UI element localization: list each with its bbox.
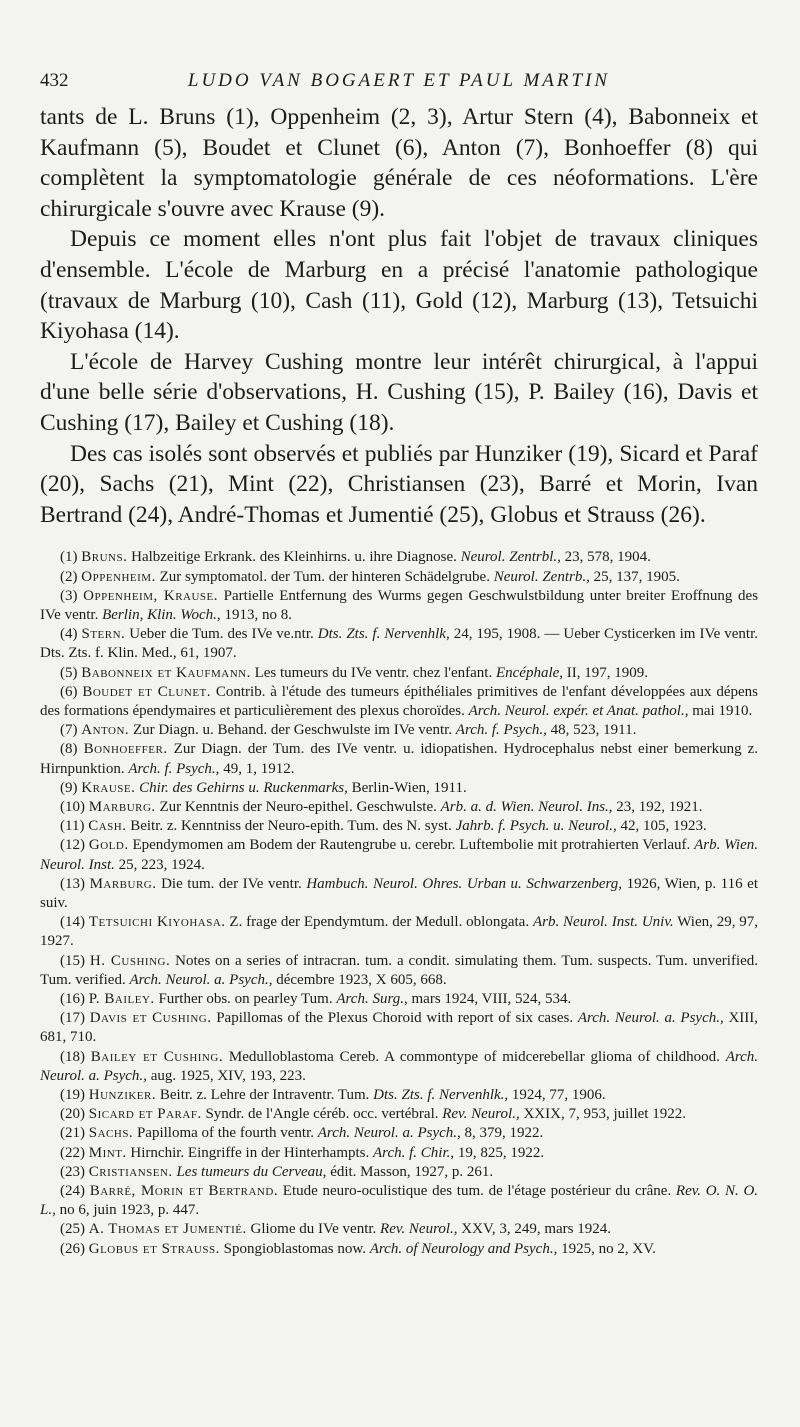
footnote-text: Notes on a series of intracran. tum. a condit. simulating them. Tum. suspects. Tum. unverified. Tum. verified. <box>40 952 759 988</box>
footnote <box>40 740 758 778</box>
footnote-source: Arch. of Neurology and Psych., <box>369 1240 558 1257</box>
footnote <box>40 1086 758 1105</box>
footnote-number: (17) <box>60 1010 85 1027</box>
footnote-source: Arb. Neurol. Inst. Univ. <box>532 914 674 931</box>
footnote-details: Berlin-Wien, 1911. <box>351 779 467 796</box>
footnote-details: Wien, 29, 97, 1927. <box>40 914 759 950</box>
footnote <box>40 721 758 740</box>
footnote-number: (5) <box>60 664 78 681</box>
footnote <box>40 990 758 1009</box>
footnote-author: Stern. <box>81 626 126 643</box>
footnote-number: (1) <box>60 549 78 566</box>
footnotes <box>40 548 758 1259</box>
footnote-details: aug. 1925, XIV, 193, 223. <box>150 1067 306 1084</box>
footnote-details: 1924, 77, 1906. <box>511 1087 606 1103</box>
footnote-number: (19) <box>60 1087 85 1103</box>
footnote-author: Bruns. <box>81 549 128 566</box>
footnote-author: Marburg. <box>89 875 157 892</box>
footnote-details: édit. Masson, 1927, p. 261. <box>330 1163 494 1180</box>
footnote-source: Neurol. Zentrb., <box>493 568 590 585</box>
footnote-author: Barré, Morin et Bertrand. <box>89 1183 279 1200</box>
footnote-details: 24, 195, 1908. — Ueber Cysticerken im IVe ventr. Dts. Zts. f. Klin. Med., 61, 1907. <box>40 626 758 662</box>
paragraph: Depuis ce moment elles n'ont plus fait l'objet de travaux cliniques d'ensemble. L'école de Marburg en a précisé l'anatomie pathologique (travaux de Marburg (10), Cash (11), Gold (12), Marburg (13), Tetsuichi Kiyohasa (14). <box>40 226 758 345</box>
footnote-source: Arch. Neurol. a. Psych., <box>577 1010 724 1027</box>
footnote-text: Les tumeurs du IVe ventr. chez l'enfant. <box>254 664 493 681</box>
footnote-details: mai 1910. <box>692 702 753 719</box>
footnote-number: (7) <box>60 722 78 739</box>
footnote <box>40 1182 758 1220</box>
footnote <box>40 625 758 663</box>
footnote <box>40 817 758 836</box>
footnote <box>40 779 758 798</box>
footnote-author: Babonneix et Kaufmann. <box>81 664 251 681</box>
footnote-number: (24) <box>60 1183 85 1200</box>
footnote-author: Sachs. <box>88 1125 134 1142</box>
footnote <box>40 683 758 721</box>
footnote-author: Cash. <box>88 818 127 835</box>
footnote-details: 25, 223, 1924. <box>118 856 205 873</box>
footnote <box>40 548 758 567</box>
footnote-number: (8) <box>60 741 78 758</box>
footnote-source: Encéphale, <box>495 664 564 681</box>
footnote <box>40 587 758 625</box>
footnote-number: (10) <box>60 798 85 815</box>
footnote-author: Bonhoeffer. <box>83 741 168 758</box>
footnote-details: 19, 825, 1922. <box>457 1144 545 1161</box>
footnote-details: 1913, no 8. <box>224 606 292 623</box>
footnote-details: II, 197, 1909. <box>566 664 649 681</box>
footnote-author: Oppenheim, Krause. <box>83 587 219 604</box>
footnote-text: Hirnchir. Eingriffe in der Hinterhampts. <box>130 1144 370 1161</box>
footnote-details: 1925, no 2, XV. <box>561 1240 656 1257</box>
footnote-text: Medulloblastoma Cereb. A commontype of midcerebellar glioma of childhood. <box>228 1048 720 1065</box>
footnote-details: 23, 578, 1904. <box>564 549 651 566</box>
footnote-number: (22) <box>60 1144 85 1161</box>
footnote-number: (14) <box>60 914 85 931</box>
footnote-number: (12) <box>60 837 85 854</box>
footnote-text: Ependymomen am Bodem der Rautengrube u. cerebr. Luftembolie mit protrahierten Verlauf. <box>132 837 691 854</box>
paragraph: tants de L. Bruns (1), Oppenheim (2, 3), Artur Stern (4), Babonneix et Kaufmann (5), Boudet et Clunet (6), Anton (7), Bonhoeffer (8) qui complètent la symptomatologie générale de ces néoformations. L'ère chirurgicale s'ouvre avec Krause (9). <box>40 104 758 222</box>
footnote-source: Arb. Wien. Neurol. Inst. <box>40 837 759 873</box>
footnote-author: Gold. <box>88 837 129 854</box>
footnote-text: Beitr. z. Lehre der Intraventr. Tum. <box>159 1087 370 1103</box>
footnote-author: A. Thomas et Jumentié. <box>88 1221 247 1238</box>
footnote-source: Jahrb. f. Psych. u. Neurol., <box>455 818 617 835</box>
footnote-source: Berlin, Klin. Woch., <box>102 606 221 623</box>
footnote-source: Rev. O. N. O. L., <box>40 1183 759 1219</box>
footnote-author: Marburg. <box>88 798 156 815</box>
footnote-details: XXV, 3, 249, mars 1924. <box>461 1221 612 1238</box>
running-title: LUDO VAN BOGAERT ET PAUL MARTIN <box>187 70 611 91</box>
footnote-author: Tetsuichi Kiyohasa. <box>88 914 226 931</box>
footnote <box>40 1124 758 1143</box>
footnote-details: mars 1924, VIII, 524, 534. <box>411 990 572 1007</box>
footnote-author: Mint. <box>88 1144 127 1161</box>
footnote-text: Further obs. on pearley Tum. <box>158 990 333 1007</box>
footnote-source: Arch. Surg., <box>336 990 408 1007</box>
footnote-author: Globus et Strauss. <box>88 1240 220 1257</box>
footnote-details: 23, 192, 1921. <box>616 798 703 815</box>
paragraph: L'école de Harvey Cushing montre leur intérêt chirurgical, à l'appui d'une belle série d'observations, H. Cushing (15), P. Bailey (16), Davis et Cushing (17), Bailey et Cushing (18). <box>40 348 758 436</box>
footnote-text: Beitr. z. Kenntniss der Neuro-epith. Tum. des N. syst. <box>130 818 452 835</box>
footnote-details: 8, 379, 1922. <box>464 1125 544 1142</box>
footnote-text: Halbzeitige Erkrank. des Kleinhirns. u. ihre Diagnose. <box>131 549 457 566</box>
footnote <box>40 1163 758 1182</box>
footnote-text: Contrib. à l'étude des tumeurs épithéliales primitives de l'enfant développées aux dépens des formations épendymaires et particulièrement des plexus choroïdes. <box>40 683 759 719</box>
footnote-source: Arch. f. Psych., <box>455 722 547 739</box>
footnote-source: Chir. des Gehirns u. Ruckenmarks, <box>139 779 348 796</box>
footnote-number: (6) <box>60 683 78 700</box>
body-text <box>40 102 758 530</box>
footnote-author: Boudet et Clunet. <box>82 683 212 700</box>
footnote-details: no 6, juin 1923, p. 447. <box>59 1202 200 1219</box>
footnote-source: Rev. Neurol., <box>442 1106 520 1123</box>
footnote-details: 1926, Wien, p. 116 et suiv. <box>40 875 759 911</box>
footnote-text: Zur Diagn. der Tum. des IVe ventr. u. idiopatishen. Hydrocephalus nebst einer bemerkung z. Hirnpunktion. <box>40 741 759 777</box>
footnote-author: Cristiansen. <box>88 1163 173 1180</box>
footnote-text: Papillomas of the Plexus Choroid with report of six cases. <box>216 1010 574 1027</box>
footnote-number: (4) <box>60 626 78 643</box>
footnote-author: Bailey et Cushing. <box>90 1048 224 1065</box>
footnote-number: (21) <box>60 1125 85 1142</box>
footnote <box>40 1048 758 1086</box>
footnote-details: XXIX, 7, 953, juillet 1922. <box>523 1106 686 1123</box>
footnote-author: P. Bailey. <box>88 990 155 1007</box>
footnote-number: (2) <box>60 568 78 585</box>
footnote-number: (3) <box>60 587 78 604</box>
footnote-number: (20) <box>60 1106 85 1123</box>
footnote-text: Zur Diagn. u. Behand. der Geschwulste im IVe ventr. <box>132 722 453 739</box>
footnote <box>40 1240 758 1259</box>
footnote-text: Syndr. de l'Angle céréb. occ. vertébral. <box>205 1106 439 1123</box>
footnote-source: Hambuch. Neurol. Ohres. Urban u. Schwarzenberg, <box>306 875 623 892</box>
footnote-author: H. Cushing. <box>89 952 171 969</box>
footnote-details: 48, 523, 1911. <box>550 722 637 739</box>
footnote-number: (16) <box>60 990 85 1007</box>
footnote-number: (18) <box>60 1048 85 1065</box>
footnote <box>40 1220 758 1239</box>
footnote-text: Spongioblastomas now. <box>223 1240 366 1257</box>
page-number: 432 <box>40 70 69 91</box>
footnote-number: (9) <box>60 779 78 796</box>
footnote-details: 49, 1, 1912. <box>223 760 295 777</box>
page-header <box>40 70 758 100</box>
footnote-author: Krause. <box>81 779 136 796</box>
footnote-details: décembre 1923, X 605, 668. <box>276 971 447 988</box>
footnote-author: Anton. <box>81 722 130 739</box>
footnote-text: Ueber die Tum. des IVe ve.ntr. <box>129 626 314 643</box>
footnote-source: Arch. Neurol. a. Psych., <box>129 971 273 988</box>
footnote-number: (15) <box>60 952 85 969</box>
footnote-source: Neurol. Zentrbl., <box>460 549 561 566</box>
footnote-author: Oppenheim. <box>81 568 156 585</box>
footnote-details: XIII, 681, 710. <box>40 1010 759 1046</box>
footnote <box>40 952 758 990</box>
footnote-source: Arch. Neurol. expér. et Anat. pathol., <box>468 702 689 719</box>
footnote <box>40 836 758 874</box>
footnote-source: Arb. a. d. Wien. Neurol. Ins., <box>440 798 613 815</box>
footnote-source: Arch. Neurol. a. Psych., <box>40 1048 759 1084</box>
footnote <box>40 1009 758 1047</box>
footnote-text: Partielle Entfernung des Wurms gegen Geschwulstbildung unter breiter Eroffnung des IVe ventr. <box>40 587 759 623</box>
footnote <box>40 913 758 951</box>
footnote-author: Sicard et Paraf. <box>88 1106 202 1123</box>
footnote-text: Papilloma of the fourth ventr. <box>136 1125 314 1142</box>
footnote-text: Gliome du IVe ventr. <box>250 1221 377 1238</box>
footnote-source: Les tumeurs du Cerveau, <box>176 1163 327 1180</box>
footnote-number: (26) <box>60 1240 85 1257</box>
footnote-source: Dts. Zts. f. Nervenhlk, <box>317 626 450 643</box>
footnote-text: Z. frage der Ependymtum. der Medull. oblongata. <box>229 914 530 931</box>
footnote-author: Davis et Cushing. <box>89 1010 212 1027</box>
footnote-number: (11) <box>60 818 85 835</box>
footnote-source: Arch. f. Chir., <box>373 1144 455 1161</box>
footnote-number: (23) <box>60 1163 85 1180</box>
footnote-text: Die tum. der IVe ventr. <box>161 875 302 892</box>
footnote-details: 25, 137, 1905. <box>593 568 680 585</box>
footnote <box>40 664 758 683</box>
footnote <box>40 568 758 587</box>
footnote <box>40 1105 758 1124</box>
footnote-source: Dts. Zts. f. Nervenhlk., <box>373 1087 509 1103</box>
footnote-text: Zur symptomatol. der Tum. der hinteren Schädelgrube. <box>159 568 490 585</box>
footnote-text: Etude neuro-oculistique des tum. de l'étage postérieur du crâne. <box>282 1183 672 1200</box>
footnote-details: 42, 105, 1923. <box>620 818 707 835</box>
footnote-number: (25) <box>60 1221 85 1238</box>
footnote-author: Hunziker. <box>88 1087 157 1103</box>
footnote <box>40 1144 758 1163</box>
footnote-source: Arch. f. Psych., <box>128 760 220 777</box>
footnote-source: Arch. Neurol. a. Psych., <box>317 1125 461 1142</box>
footnote-source: Rev. Neurol., <box>380 1221 458 1238</box>
footnote-text: Zur Kenntnis der Neuro-epithel. Geschwulste. <box>159 798 437 815</box>
footnote-number: (13) <box>60 875 85 892</box>
footnote <box>40 875 758 913</box>
paragraph: Des cas isolés sont observés et publiés par Hunziker (19), Sicard et Paraf (20), Sachs (21), Mint (22), Christiansen (23), Barré et Morin, Ivan Bertrand (24), André-Thomas et Jumentié (25), Globus et Strauss (26). <box>40 440 758 528</box>
footnote <box>40 798 758 817</box>
